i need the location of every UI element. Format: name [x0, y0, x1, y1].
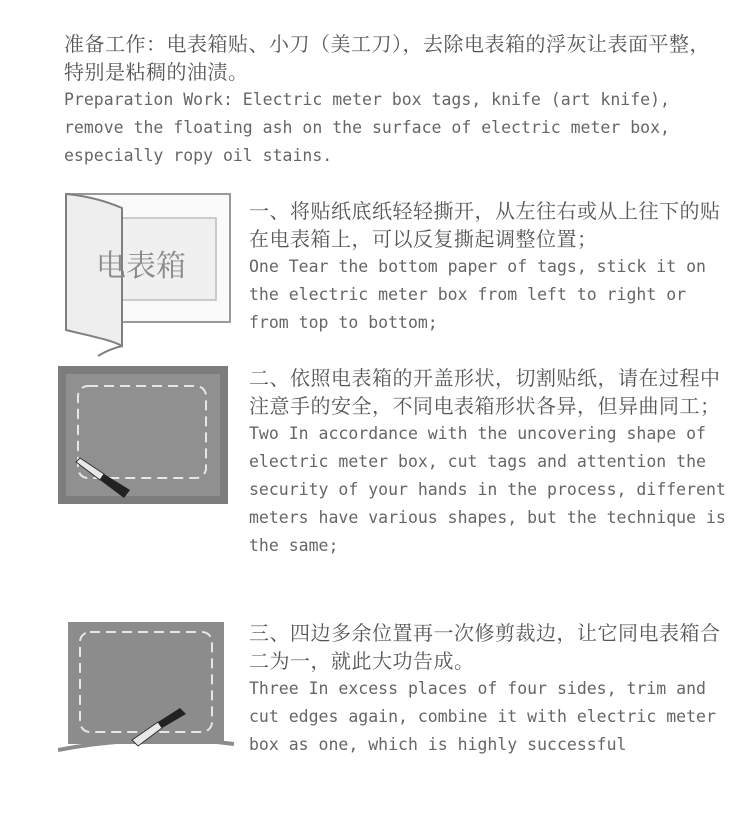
step-3-chinese: 三、四边多余位置再一次修剪裁边，让它同电表箱合二为一，就此大功告成。	[249, 621, 721, 673]
intro-chinese: 准备工作：电表箱贴、小刀（美工刀），去除电表箱的浮灰让表面平整，特别是粘稠的油渍。	[64, 32, 710, 84]
step-1-english: One Tear the bottom paper of tags, stick it on the electric meter box from left to right or from top to bottom;	[249, 257, 706, 332]
figure-label: 电表箱	[96, 249, 186, 284]
step-2-english: Two In accordance with the uncovering shape of electric meter box, cut tags and attention the security of your hands in the process, different meters have various shapes, but the technique is the same;	[249, 424, 726, 555]
intro-section	[64, 30, 729, 170]
step-1	[249, 197, 731, 337]
cutting-figure	[58, 366, 228, 506]
step-2	[249, 364, 731, 560]
step-3	[249, 619, 731, 825]
step-2-chinese: 二、依照电表箱的开盖形状，切割贴纸，请在过程中注意手的安全，不同电表箱形状各异，但异曲同工；	[249, 366, 721, 418]
step-3-english: Three In excess places of four sides, trim and cut edges again, combine it with electric meter box as one, which is highly successful	[249, 679, 716, 754]
peeling-sticker-figure	[60, 190, 242, 360]
intro-english: Preparation Work: Electric meter box tags, knife (art knife), remove the floating ash on the surface of electric meter box, especially ropy oil stains.	[64, 90, 670, 165]
step-1-chinese: 一、将贴纸底纸轻轻撕开，从左往右或从上往下的贴在电表箱上，可以反复撕起调整位置；	[249, 199, 721, 251]
trimming-figure	[58, 612, 234, 762]
